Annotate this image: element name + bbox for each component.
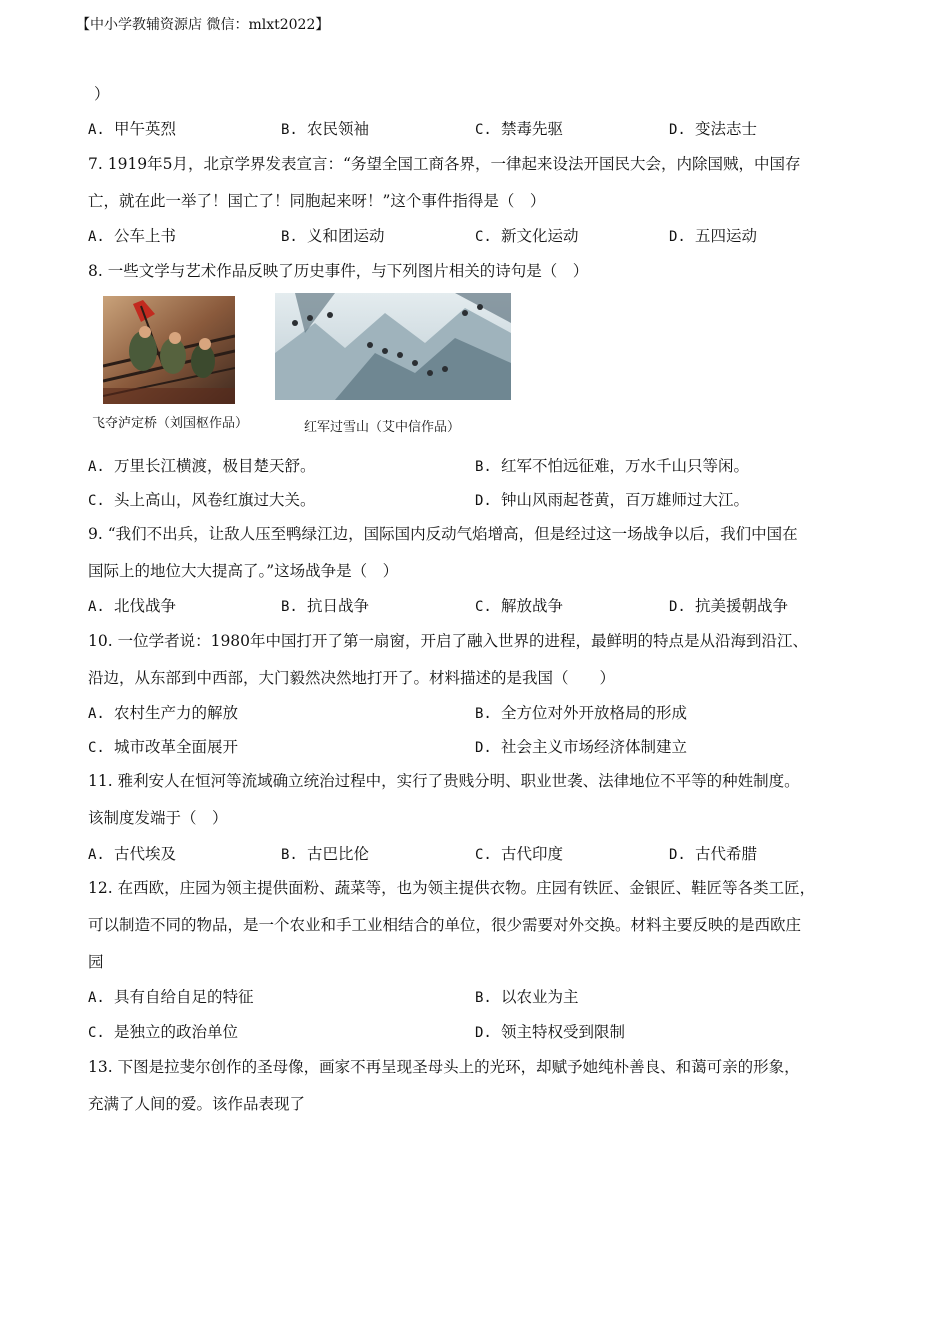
q10-stem-line2: 沿边，从东部到中西部，大门毅然决然地打开了。材料描述的是我国（ ） [88,669,616,687]
option-key: C. [88,493,105,509]
option-text: 变法志士 [695,120,758,138]
option-text: 社会主义市场经济体制建立 [501,738,688,756]
option-key: D. [669,229,686,245]
q12-option-a[interactable] [88,985,254,1007]
option-text: 钟山风雨起苍黄，百万雄师过大江。 [501,491,750,509]
q12-option-d[interactable] [475,1020,625,1042]
q9-option-c[interactable] [475,594,563,616]
q11-stem-line1: 11. 雅利安人在恒河等流域确立统治过程中，实行了贵贱分明、职业世袭、法律地位不平等的种姓制度。 [88,772,800,790]
q8-option-c[interactable] [88,488,316,510]
option-key: A. [88,706,105,722]
option-text: 公车上书 [114,227,177,245]
q9-stem-line1: 9. “我们不出兵，让敌人压至鸭绿江边，国际国内反动气焰增高，但是经过这一场战争以后，我们中国在 [88,525,798,543]
q11-stem-line2: 该制度发端于（ ） [88,809,228,827]
option-key: A. [88,599,105,615]
q12-option-c[interactable] [88,1020,238,1042]
option-text: 解放战争 [501,597,564,615]
q9-stem-line2: 国际上的地位大大提高了。”这场战争是（ ） [88,562,399,580]
option-key: A. [88,229,105,245]
q10-option-b[interactable] [475,701,687,723]
option-text: 北伐战争 [114,597,177,615]
option-key: C. [88,740,105,756]
q9-option-d[interactable] [669,594,788,616]
option-text: 以农业为主 [501,988,579,1006]
q7-option-a[interactable] [88,224,176,246]
q13-stem-line2: 充满了人间的爱。该作品表现了 [88,1095,306,1113]
q13-stem-line1: 13. 下图是拉斐尔创作的圣母像，画家不再呈现圣母头上的光环，却赋予她纯朴善良、和蔼可亲的形象， [88,1058,800,1076]
option-text: 领主特权受到限制 [501,1023,626,1041]
option-key: D. [475,1025,492,1041]
option-text: 五四运动 [695,227,758,245]
option-text: 古代希腊 [695,845,758,863]
q6-tail: ） [94,85,110,103]
option-key: D. [669,122,686,138]
option-text: 古巴比伦 [307,845,370,863]
option-text: 古代埃及 [114,845,177,863]
q6-option-a[interactable] [88,117,176,139]
caption-snow-mountain: 红军过雪山（艾中信作品） [304,420,461,435]
option-key: A. [88,459,105,475]
option-key: B. [475,459,492,475]
option-key: B. [281,599,298,615]
option-text: 是独立的政治单位 [114,1023,239,1041]
q10-option-a[interactable] [88,701,238,723]
q12-stem-line3: 园 [88,953,104,971]
option-key: D. [669,599,686,615]
q7-stem-line2: 亡，就在此一举了！国亡了！同胞起来呀！”这个事件指得是（ ） [88,192,546,210]
option-key: B. [281,122,298,138]
q8-option-d[interactable] [475,488,749,510]
option-text: 红军不怕远征难，万水千山只等闲。 [501,457,750,475]
option-text: 新文化运动 [501,227,579,245]
q10-stem-line1: 10. 一位学者说：1980年中国打开了第一扇窗，开启了融入世界的进程，最鲜明的特点是从沿海到沿江、 [88,632,809,650]
option-text: 农村生产力的解放 [114,704,239,722]
painting-snow-mountain [275,293,511,400]
q12-option-b[interactable] [475,985,579,1007]
option-text: 城市改革全面展开 [114,738,239,756]
option-text: 头上高山，风卷红旗过大关。 [114,491,316,509]
option-key: B. [475,706,492,722]
painting-luding-bridge [103,296,235,404]
option-key: B. [281,229,298,245]
q8-option-b[interactable] [475,454,749,476]
q10-option-c[interactable] [88,735,238,757]
option-key: C. [475,229,492,245]
option-key: D. [475,493,492,509]
option-key: A. [88,990,105,1006]
q7-option-d[interactable] [669,224,757,246]
q11-option-d[interactable] [669,842,757,864]
option-text: 甲午英烈 [114,120,177,138]
option-key: C. [475,599,492,615]
q6-option-c[interactable] [475,117,563,139]
option-key: C. [475,847,492,863]
q9-option-a[interactable] [88,594,176,616]
option-text: 抗日战争 [307,597,370,615]
q6-option-b[interactable] [281,117,369,139]
q8-stem-line1: 8. 一些文学与艺术作品反映了历史事件，与下列图片相关的诗句是（ ） [88,262,589,280]
caption-luding-bridge: 飞夺泸定桥（刘国枢作品） [92,416,249,431]
option-key: D. [669,847,686,863]
option-key: A. [88,122,105,138]
option-text: 全方位对外开放格局的形成 [501,704,688,722]
q11-option-c[interactable] [475,842,563,864]
option-text: 义和团运动 [307,227,385,245]
option-key: C. [88,1025,105,1041]
q6-option-d[interactable] [669,117,757,139]
option-text: 万里长江横渡，极目楚天舒。 [114,457,316,475]
option-text: 古代印度 [501,845,564,863]
q7-option-b[interactable] [281,224,385,246]
option-key: C. [475,122,492,138]
option-text: 禁毒先驱 [501,120,564,138]
q7-option-c[interactable] [475,224,579,246]
q7-stem-line1: 7. 1919年5月，北京学界发表宣言：“务望全国工商各界，一律起来设法开国民大会，内除国贼，中国存 [88,155,801,173]
option-key: A. [88,847,105,863]
q10-option-d[interactable] [475,735,687,757]
option-text: 抗美援朝战争 [695,597,789,615]
option-key: B. [475,990,492,1006]
page-header: 【中小学教辅资源店 微信：mlxt2022】 [76,17,330,33]
option-text: 具有自给自足的特征 [114,988,254,1006]
q11-option-a[interactable] [88,842,176,864]
q12-stem-line1: 12. 在西欧，庄园为领主提供面粉、蔬菜等，也为领主提供衣物。庄园有铁匠、金银匠、鞋匠等各类工匠， [88,879,816,897]
option-text: 农民领袖 [307,120,370,138]
option-key: D. [475,740,492,756]
q8-option-a[interactable] [88,454,316,476]
q11-option-b[interactable] [281,842,369,864]
q12-stem-line2: 可以制造不同的物品，是一个农业和手工业相结合的单位，很少需要对外交换。材料主要反映的是西欧庄 [88,916,802,934]
option-key: B. [281,847,298,863]
q9-option-b[interactable] [281,594,369,616]
